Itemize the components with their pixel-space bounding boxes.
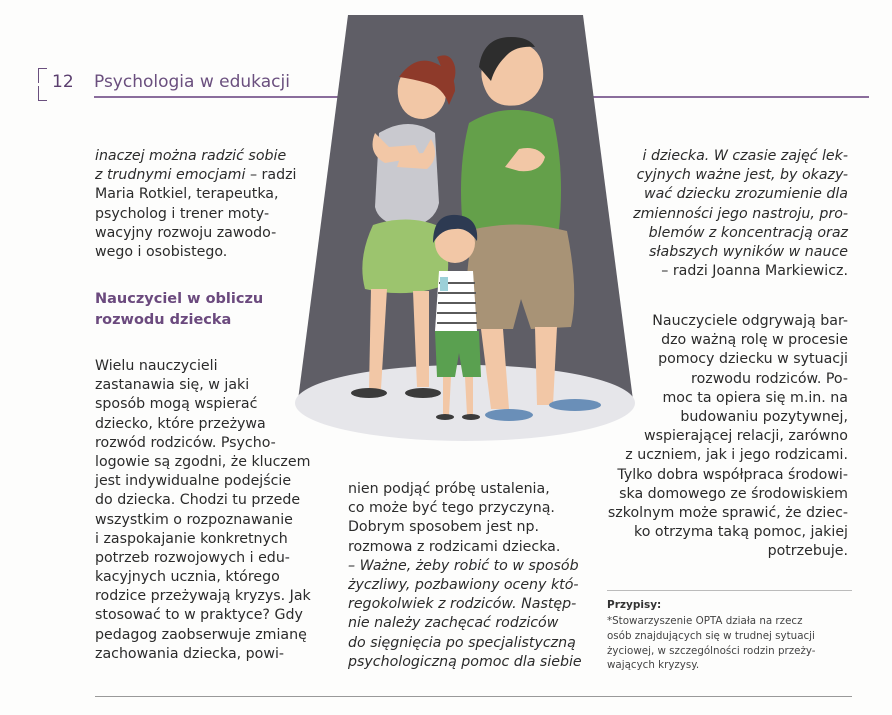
text-line: wacyjny rozwoju zawodo- bbox=[95, 224, 277, 241]
footnotes-text bbox=[607, 614, 815, 673]
text-line: pomocy dziecku w sytuacji bbox=[658, 351, 848, 368]
text-line: wego i osobistego. bbox=[95, 243, 228, 260]
column1-top bbox=[95, 147, 296, 262]
text-line: słabszych wyników w nauce bbox=[649, 243, 848, 260]
text-line: inaczej można radzić sobie bbox=[95, 148, 287, 164]
column2 bbox=[348, 480, 582, 672]
text-line: z uczniem, jak i jego rodzicami. bbox=[625, 447, 848, 464]
text-line: logowie są zgodni, że kluczem bbox=[95, 453, 311, 470]
subheading: Nauczyciel w obliczu rozwodu dziecka bbox=[95, 291, 264, 328]
column1-body bbox=[95, 357, 311, 664]
text-line: nien podjąć próbę ustalenia, bbox=[348, 481, 550, 497]
footnote-divider bbox=[607, 590, 852, 591]
attribution: – radzi Joanna Markiewicz. bbox=[661, 263, 848, 280]
text-line: do sięgnięcia po specjalistyczną bbox=[348, 634, 576, 651]
footnote-line: życiowej, w szczególności rodzin przeży- bbox=[607, 644, 816, 657]
text-line: Wielu nauczycieli bbox=[95, 358, 218, 374]
text-line: potrzeb rozwojowych i edu- bbox=[95, 549, 290, 566]
text-line: ska domowego ze środowiskiem bbox=[619, 485, 848, 502]
section-title: Psychologia w edukacji bbox=[94, 72, 290, 92]
text-line: Nauczyciele odgrywają bar- bbox=[652, 313, 848, 329]
text-line: rozmowa z rodzicami dziecka. bbox=[348, 538, 561, 555]
text-line: potrzebuje. bbox=[767, 543, 848, 560]
text-line: rodzice przeżywają kryzys. Jak bbox=[95, 588, 311, 605]
text-line: ko otrzyma taką pomoc, jakiej bbox=[634, 524, 848, 541]
text-line: wspierającej relacji, zarówno bbox=[643, 428, 848, 445]
text-line: psycholog i trener moty- bbox=[95, 205, 270, 222]
text-line: i dziecka. W czasie zajęć lek- bbox=[642, 148, 848, 164]
text-line: rozwód rodziców. Psycho- bbox=[95, 434, 276, 451]
text-line: dziecko, które przeżywa bbox=[95, 415, 266, 432]
text-line: wszystkim o rozpoznawanie bbox=[95, 511, 293, 528]
text-line: wać dziecku zrozumienie dla bbox=[644, 186, 848, 203]
text-line: kacyjnych ucznia, którego bbox=[95, 569, 280, 586]
text-line: co może być tego przyczyną. bbox=[348, 500, 555, 517]
text-line: jest indywidualne podejście bbox=[95, 473, 292, 490]
page-number: 12 bbox=[52, 72, 74, 92]
text-line: dzo ważną rolę w procesie bbox=[661, 332, 848, 349]
text-line: sposób mogą wspierać bbox=[95, 396, 258, 413]
footnotes-title: Przypisy: bbox=[607, 599, 662, 611]
header-bracket-top bbox=[38, 68, 47, 83]
text-line: cyjnych ważne jest, by okazy- bbox=[636, 167, 848, 184]
text-line: i zaspokajanie konkretnych bbox=[95, 530, 288, 547]
text-line: zachowania dziecka, powi- bbox=[95, 645, 285, 662]
footnote-line: *Stowarzyszenie OPTA działa na rzecz bbox=[607, 615, 803, 627]
text-line: szkolnym może sprawić, że dziec- bbox=[607, 504, 848, 521]
text-line: do dziecka. Chodzi tu przede bbox=[95, 492, 301, 509]
text-line: z trudnymi emocjami – radzi bbox=[95, 167, 297, 184]
footnote-line: wających kryzysy. bbox=[607, 659, 700, 672]
text-line: – Ważne, żeby robić to w sposób bbox=[348, 557, 579, 574]
text-line: budowaniu pozytywnej, bbox=[680, 408, 848, 425]
text-line: Tylko dobra współpraca środowi- bbox=[617, 466, 848, 483]
text-line: Dobrym sposobem jest np. bbox=[348, 519, 540, 536]
text-line: Maria Rotkiel, terapeutka, bbox=[95, 186, 279, 203]
text-line: pedagog zaobserwuje zmianę bbox=[95, 626, 307, 643]
page-bottom-rule bbox=[95, 696, 852, 697]
column3-body bbox=[585, 312, 848, 561]
text-line: zmienności jego nastroju, pro- bbox=[633, 205, 848, 222]
text-line: zastanawia się, w jaki bbox=[95, 377, 250, 394]
text-line: rozwodu rodziców. Po- bbox=[691, 370, 848, 387]
text-line: psychologiczną pomoc dla siebie bbox=[348, 653, 582, 670]
text-line: blemów z koncentracją oraz bbox=[648, 224, 848, 241]
text-line: moc ta opiera się m.in. na bbox=[662, 389, 848, 406]
text-line: stosować to w praktyce? Gdy bbox=[95, 607, 303, 624]
text-line: życzliwy, pozbawiony oceny któ- bbox=[348, 576, 579, 593]
footnote-line: osób znajdujących się w trudnej sytuacji bbox=[607, 629, 815, 642]
text-line: nie należy zachęcać rodziców bbox=[348, 615, 559, 632]
column3-quote bbox=[600, 147, 848, 281]
header-bracket-bottom bbox=[38, 86, 47, 101]
text-line: regokolwiek z rodziców. Następ- bbox=[348, 596, 577, 613]
